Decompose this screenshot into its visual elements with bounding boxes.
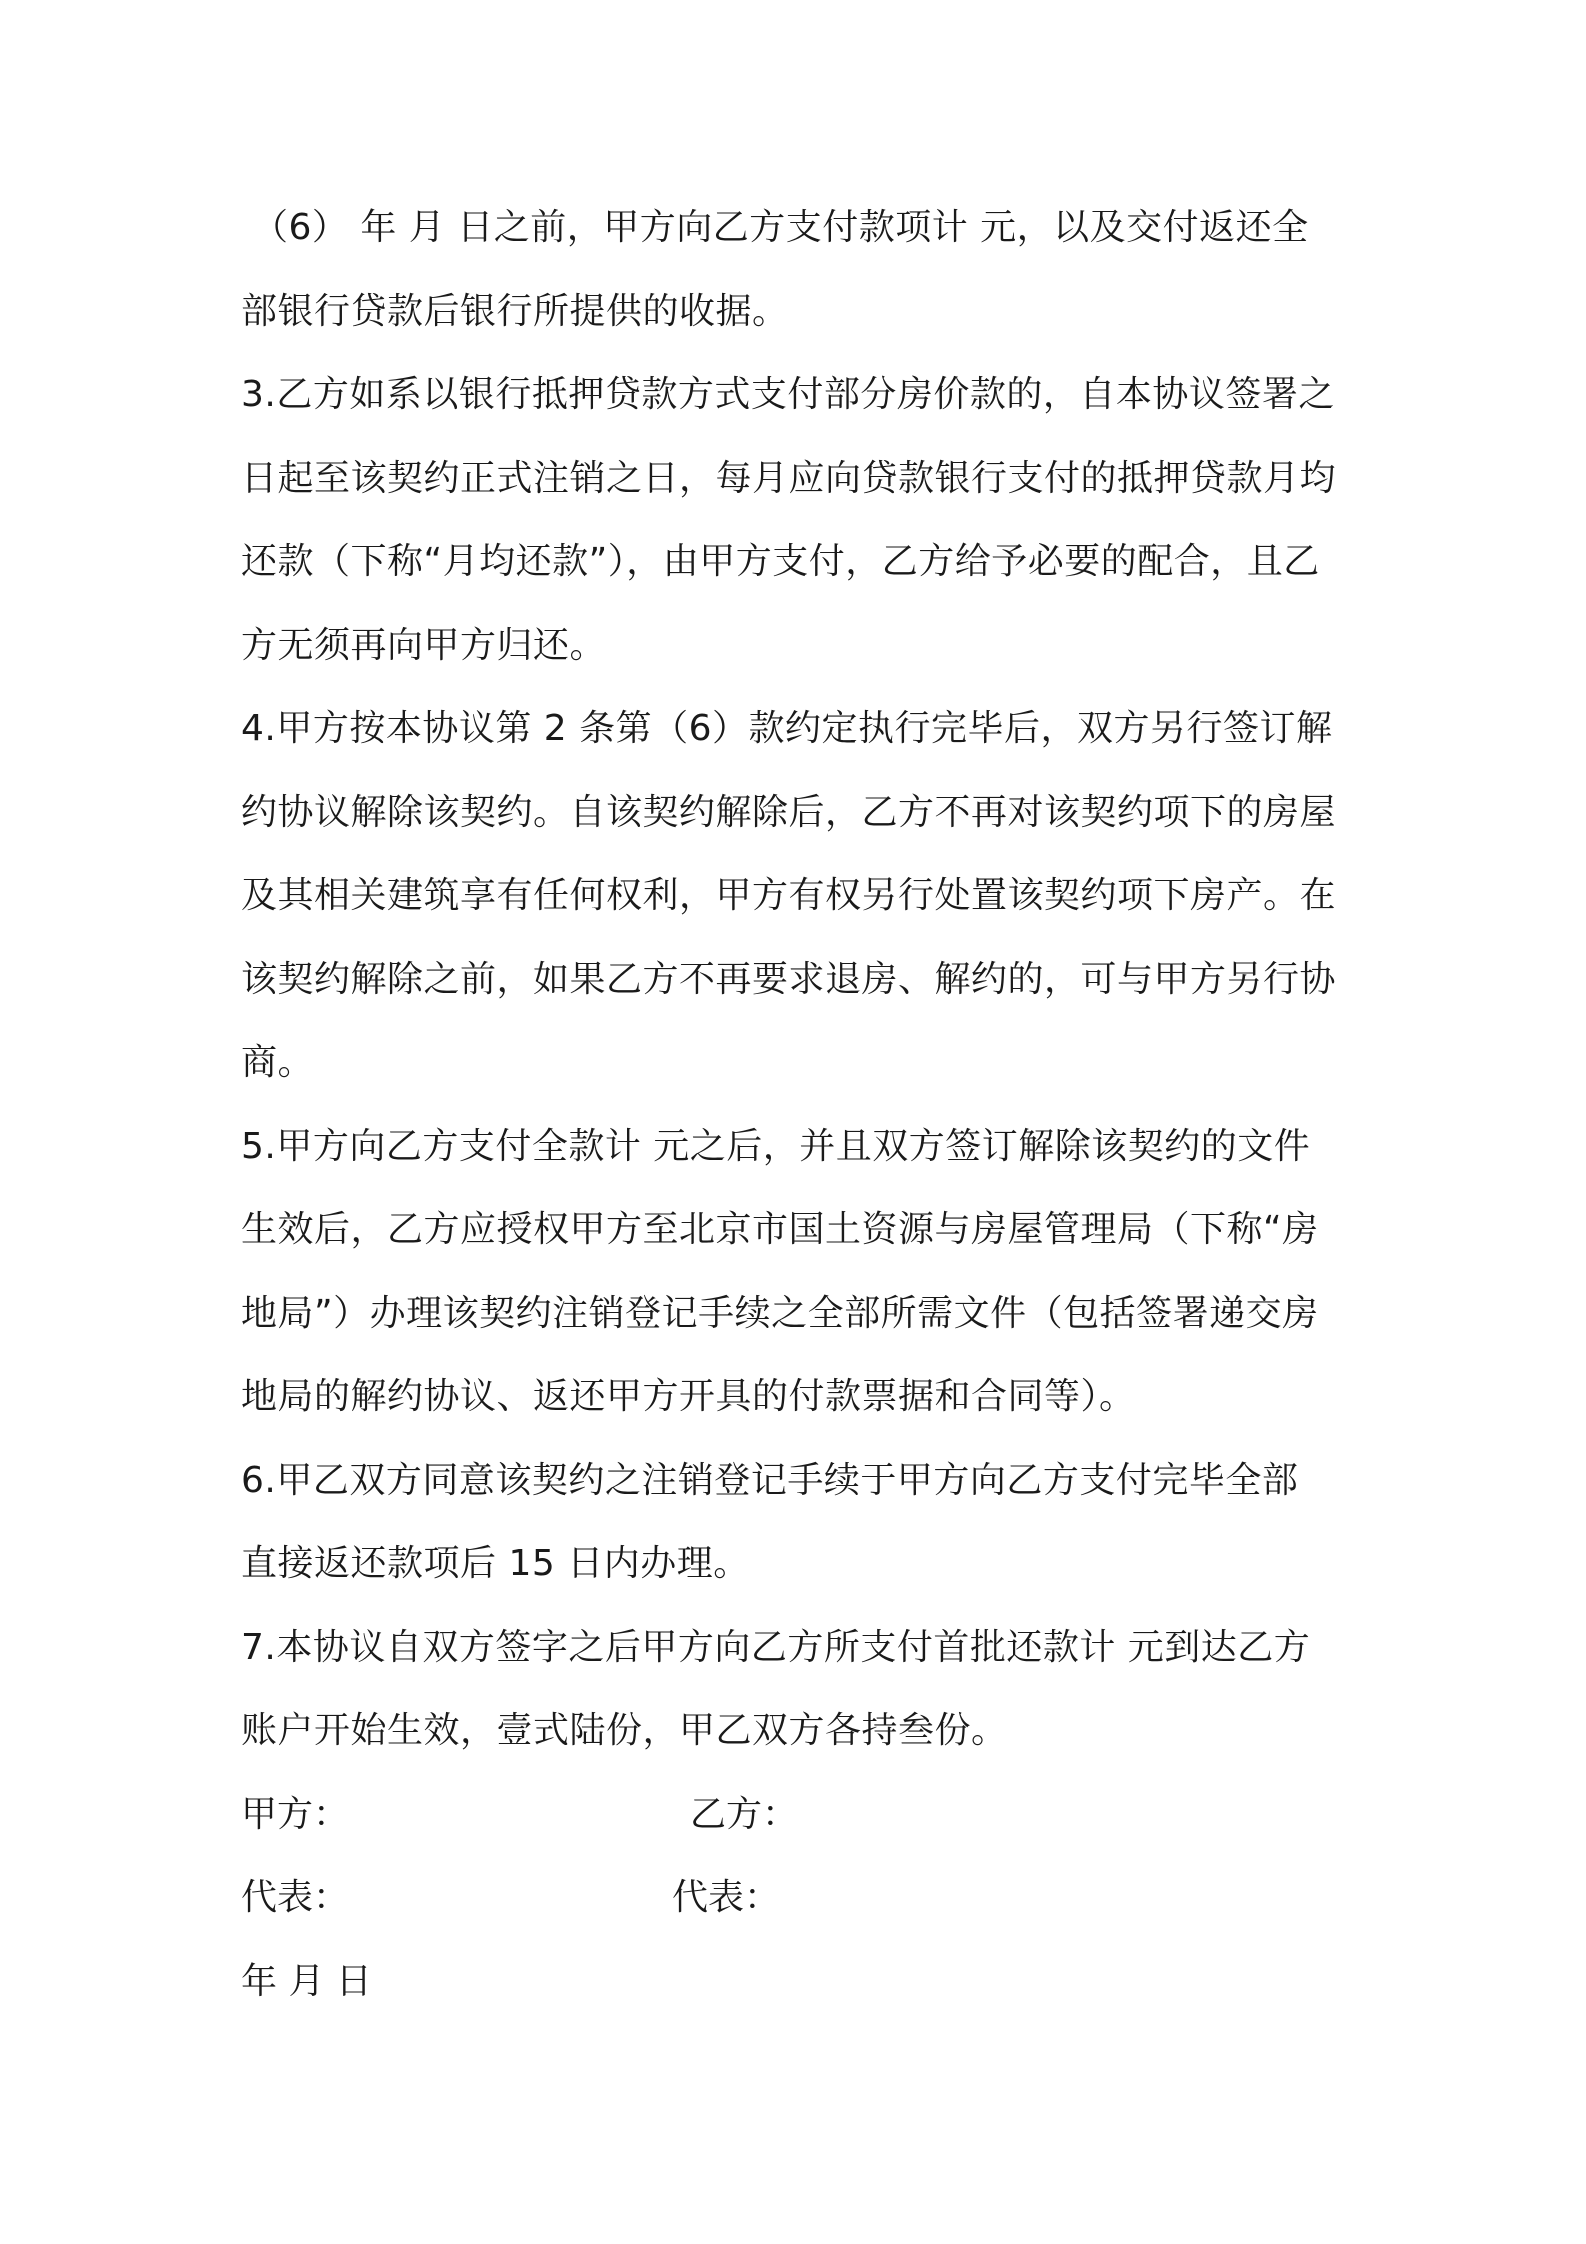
text-line-6: 方无须再向甲方归还。: [241, 625, 607, 666]
rep-b-label: 代表：: [672, 1877, 781, 1918]
text-line-12: 5.甲方向乙方支付全款计 元之后，并且双方签订解除该契约的文件: [241, 1126, 1311, 1167]
date-label: 年 月 日: [241, 1961, 372, 2002]
text-line-19: 账户开始生效，壹式陆份，甲乙双方各持叁份。: [241, 1710, 1008, 1751]
text-line-3: 3.乙方如系以银行抵押贷款方式支付部分房价款的，自本协议签署之: [241, 374, 1335, 415]
text-line-10: 该契约解除之前，如果乙方不再要求退房、解约的，可与甲方另行协: [241, 959, 1337, 1000]
text-line-2: 部银行贷款后银行所提供的收据。: [241, 291, 789, 332]
text-line-18: 7.本协议自双方签字之后甲方向乙方所支付首批还款计 元到达乙方: [241, 1627, 1311, 1668]
text-line-7: 4.甲方按本协议第 2 条第（6）款约定执行完毕后，双方另行签订解: [241, 708, 1333, 749]
text-line-5: 还款（下称“月均还款”），由甲方支付，乙方给予必要的配合，且乙: [241, 541, 1320, 582]
rep-a-label: 代表：: [241, 1877, 350, 1918]
text-line-1: （6） 年 月 日之前，甲方向乙方支付款项计 元，以及交付返还全: [252, 207, 1309, 248]
text-line-8: 约协议解除该契约。自该契约解除后，乙方不再对该契约项下的房屋: [241, 792, 1337, 833]
text-line-4: 日起至该契约正式注销之日，每月应向贷款银行支付的抵押贷款月均: [241, 458, 1337, 499]
text-line-15: 地局的解约协议、返还甲方开具的付款票据和合同等）。: [241, 1376, 1136, 1417]
party-b-label: 乙方：: [690, 1794, 799, 1835]
text-line-9: 及其相关建筑享有任何权利，甲方有权另行处置该契约项下房产。在: [241, 875, 1337, 916]
text-line-17: 直接返还款项后 15 日内办理。: [241, 1543, 750, 1584]
party-a-label: 甲方：: [241, 1794, 350, 1835]
text-line-16: 6.甲乙双方同意该契约之注销登记手续于甲方向乙方支付完毕全部: [241, 1460, 1299, 1501]
text-line-13: 生效后，乙方应授权甲方至北京市国土资源与房屋管理局（下称“房: [241, 1209, 1319, 1250]
text-line-14: 地局”）办理该契约注销登记手续之全部所需文件（包括签署递交房: [241, 1293, 1319, 1334]
text-line-11: 商。: [241, 1042, 315, 1083]
